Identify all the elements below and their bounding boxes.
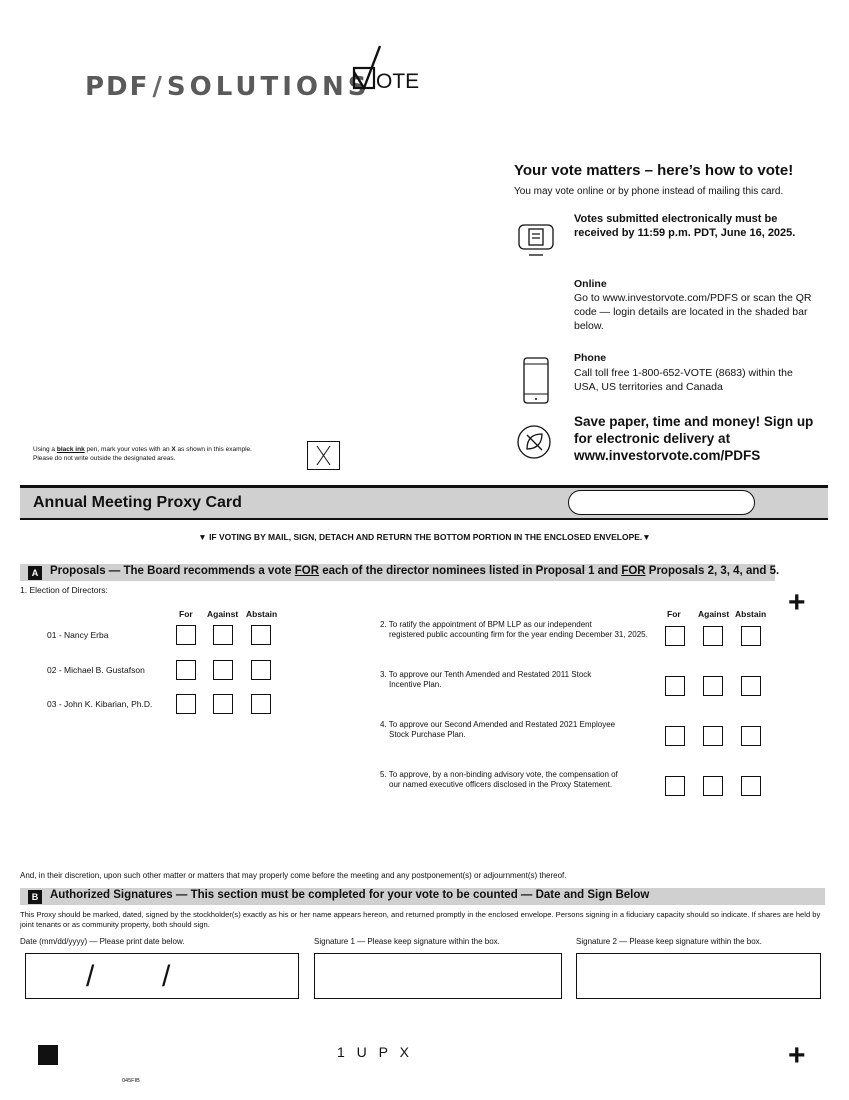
logo-solutions-text: SOLUTIONS <box>166 72 371 102</box>
proposal-3-abstain-checkbox[interactable] <box>741 676 761 696</box>
nominee-3: 03 - John K. Kibarian, Ph.D. <box>47 699 153 709</box>
signature-1-label: Signature 1 — Please keep signature within the box. <box>314 937 500 946</box>
nominee-1-for-checkbox[interactable] <box>176 625 196 645</box>
registration-plus-top: + <box>788 586 806 619</box>
phone-heading: Phone <box>574 352 607 364</box>
col-against-directors: Against <box>207 609 239 619</box>
online-heading: Online <box>574 278 607 290</box>
proposal-5-against-checkbox[interactable] <box>703 776 723 796</box>
date-separator-1: / <box>86 960 95 993</box>
nominee-2: 02 - Michael B. Gustafson <box>47 665 145 675</box>
proposal-3-against-checkbox[interactable] <box>703 676 723 696</box>
marking-instructions: Using a black ink pen, mark your votes with an X as shown in this example. Please do not write outside the designated areas. <box>33 446 252 462</box>
proposal-2: 2. To ratify the appointment of BPM LLP as our independent registered public accounting firm for the year ending December 31, 2025. <box>380 620 648 639</box>
section-a-badge: A <box>28 566 42 580</box>
nominee-3-abstain-checkbox[interactable] <box>251 694 271 714</box>
section-b-title: Authorized Signatures — This section must be completed for your vote to be counted — Date and Sign Below <box>50 889 650 901</box>
consent-text: This Proxy should be marked, dated, signed by the stockholder(s) exactly as his or her name appears hereon, and returned promptly in the enclosed envelope. Persons signing in a fiduciary capacity should so indicate. If shares are held by joint tenants or as community property, both should sign. <box>20 910 821 929</box>
date-input-box[interactable] <box>25 953 299 999</box>
proposal-4-against-checkbox[interactable] <box>703 726 723 746</box>
nominee-2-for-checkbox[interactable] <box>176 660 196 680</box>
col-abstain-proposals: Abstain <box>735 609 767 619</box>
signature-2-label: Signature 2 — Please keep signature within the box. <box>576 937 762 946</box>
phone-icon <box>523 357 549 410</box>
logo-slash: / <box>152 72 164 102</box>
col-for-proposals: For <box>667 609 681 619</box>
check-vote-logo <box>352 44 442 99</box>
control-number-field[interactable] <box>568 490 755 515</box>
signature-2-box[interactable] <box>576 953 821 999</box>
proposal-3-for-checkbox[interactable] <box>665 676 685 696</box>
col-abstain-directors: Abstain <box>246 609 278 619</box>
electronic-delivery: Save paper, time and money! Sign up for electronic delivery at www.investorvote.com/PDFS <box>574 414 814 463</box>
electronic-deadline: Votes submitted electronically must be received by 11:59 p.m. PDT, June 16, 2025. <box>574 213 796 239</box>
phone-instructions: Call toll free 1-800-652-VOTE (8683) within the USA, US territories and Canada <box>574 367 793 393</box>
proposal-3: 3. To approve our Tenth Amended and Restated 2011 Stock Incentive Plan. <box>380 670 592 689</box>
leaf-icon <box>516 424 552 465</box>
election-label: 1. Election of Directors: <box>20 585 108 595</box>
col-against-proposals: Against <box>698 609 730 619</box>
vote-logo-text: OTE <box>376 70 420 93</box>
calendar-icon <box>518 224 554 263</box>
nominee-1-against-checkbox[interactable] <box>213 625 233 645</box>
proxy-card-title: Annual Meeting Proxy Card <box>33 494 242 511</box>
proposal-5: 5. To approve, by a non-binding advisory vote, the compensation of our named executive officers disclosed in the Proxy Statement. <box>380 770 618 789</box>
header-rule-bottom <box>20 518 828 520</box>
nominee-3-for-checkbox[interactable] <box>176 694 196 714</box>
nominee-3-against-checkbox[interactable] <box>213 694 233 714</box>
discretion-text: And, in their discretion, upon such other matter or matters that may properly come before the meeting and any postponement(s) or adjournment(s) thereof. <box>20 871 567 880</box>
online-instructions: Go to www.investorvote.com/PDFS or scan the QR code — login details are located in the shaded bar below. <box>574 292 812 332</box>
proposal-5-for-checkbox[interactable] <box>665 776 685 796</box>
col-for-directors: For <box>179 609 193 619</box>
proposal-2-abstain-checkbox[interactable] <box>741 626 761 646</box>
vote-matters-title: Your vote matters – here’s how to vote! <box>514 162 794 179</box>
vote-matters-subtitle: You may vote online or by phone instead of mailing this card. <box>514 186 784 197</box>
signature-1-box[interactable] <box>314 953 562 999</box>
form-id-code: 045FIB <box>122 1078 140 1084</box>
form-code-upx: 1 U P X <box>337 1044 413 1060</box>
proposal-2-against-checkbox[interactable] <box>703 626 723 646</box>
registration-plus-bottom: + <box>788 1039 806 1072</box>
proposal-5-abstain-checkbox[interactable] <box>741 776 761 796</box>
nominee-1: 01 - Nancy Erba <box>47 630 109 640</box>
section-a-title: Proposals — The Board recommends a vote FOR each of the director nominees listed in Proposal 1 and FOR Proposals 2, 3, 4, and 5. <box>50 565 780 577</box>
detach-instructions: ▼ IF VOTING BY MAIL, SIGN, DETACH AND RETURN THE BOTTOM PORTION IN THE ENCLOSED ENVELOPE.▼ <box>198 532 651 542</box>
date-separator-2: / <box>162 960 171 993</box>
section-b-badge: B <box>28 890 42 904</box>
example-x-icon <box>308 442 339 469</box>
proposal-4-for-checkbox[interactable] <box>665 726 685 746</box>
nominee-2-abstain-checkbox[interactable] <box>251 660 271 680</box>
proposal-2-for-checkbox[interactable] <box>665 626 685 646</box>
pdf-solutions-logo <box>85 72 370 102</box>
proposal-4-abstain-checkbox[interactable] <box>741 726 761 746</box>
check-vote-icon <box>352 44 442 99</box>
registration-square <box>38 1045 58 1065</box>
logo-pdf-text: PDF <box>85 72 150 102</box>
example-mark-box <box>307 441 340 470</box>
nominee-2-against-checkbox[interactable] <box>213 660 233 680</box>
nominee-1-abstain-checkbox[interactable] <box>251 625 271 645</box>
date-label: Date (mm/dd/yyyy) — Please print date below. <box>20 937 185 946</box>
proposal-4: 4. To approve our Second Amended and Restated 2021 Employee Stock Purchase Plan. <box>380 720 616 739</box>
